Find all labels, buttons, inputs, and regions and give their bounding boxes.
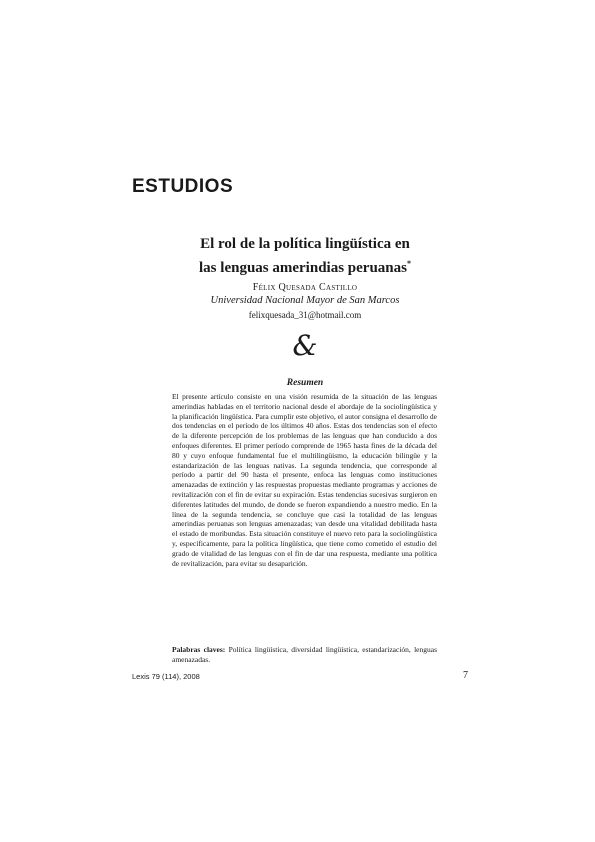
abstract-text: El presente artículo consiste en una visión resumida de la situación de las lenguas amerindias habladas en el territorio nacional desde el abordaje de la sociolingüística y la planificación lingüística. Para cumplir este objetivo, el autor consigna el desarrollo de dos tendencias en el período de los últimos 40 años. Estas dos tendencias son el efecto de la diferente percepción de los problemas de las lenguas que han conducido a dos enfoques diferentes. El primer período comprende de 1965 hasta fines de la década del 80 y cuyo enfoque fundamental fue el multilingüismo, la educación bilingüe y la estandarización de las lenguas nativas. La segunda tendencia, que corresponde al período a partir del 90 hasta el presente, enfoca las lenguas como instituciones amenazadas de extinción y las respuestas propuestas mediante programas y acciones de revitalización con el fin de evitar su expiración. Estas tendencias sucesivas surgieron en diferentes latitudes del mundo, de donde se fueron expandiendo a nuestro medio. En la línea de la segunda tendencia, se concluye que casi la totalidad de las lenguas amerindias peruanas son lenguas amenazadas; van desde una vitalidad debilitada hasta el estado de moribundas. Esta situación constituye el nuevo reto para la sociolingüística y, específicamente, para la política lingüística, que tiene como cometido el estudio del grado de vitalidad de las lenguas con el fin de dar una respuesta, mediante una política de revitalización, para evitar su desaparición. [172,392,437,568]
author-email: felixquesada_31@hotmail.com [248,310,362,320]
footnote-marker: * [406,259,411,268]
abstract-heading: Resumen [286,378,324,388]
author-affiliation: Universidad Nacional Mayor de San Marcos [210,295,400,306]
section-heading: ESTUDIOS [132,176,234,197]
ampersand-ornament: & [292,329,318,362]
author-name: Félix Quesada Castillo [252,282,358,293]
keywords-list: Política lingüística, diversidad lingüística, estandarización, lenguas amenazadas. [172,645,437,664]
title-line-2: las lenguas amerindias peruanas [199,260,407,276]
keywords-label: Palabras claves: [172,645,226,654]
page-number: 7 [463,670,468,681]
keywords [172,645,437,665]
journal-citation: Lexis 79 (114), 2008 [132,672,200,681]
title-line-1: El rol de la política lingüística en [200,236,410,252]
article-title [170,234,440,278]
